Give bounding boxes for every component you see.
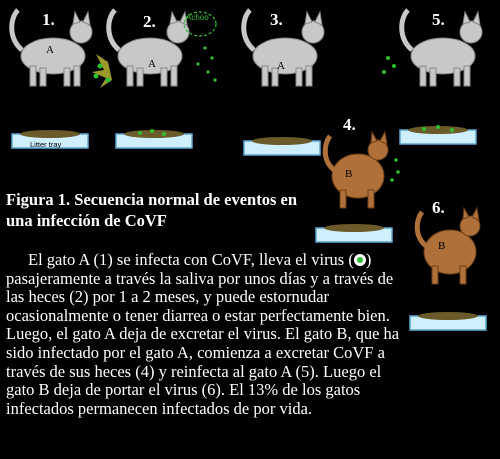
- description-paragraph: [6, 251, 406, 418]
- litter-tray-6: [410, 312, 486, 330]
- cat-label-a-2: A: [148, 58, 156, 70]
- sneeze-cloud: [184, 12, 217, 82]
- figure-caption: Figura 1. Secuencia normal de eventos en una infección de CoVF: [6, 190, 298, 230]
- step-number-6: 6.: [432, 198, 445, 217]
- feces-virus-burst: [92, 54, 112, 88]
- cat-label-a-3: A: [277, 60, 285, 72]
- virus-reinfection-dots: [382, 56, 396, 74]
- description-part-2: ) pasajeramente a través la saliva por unos días y a través de las heces (2) por 1 a 2 meses, y puede estornudar ocasionalmente o tener diarrea o estar perfectamente bien. Luego, el gato A deja de excretar el virus. El gato B, que ha sido infectado por el gato A, comienza a excretar CoVF a través de sus heces (4) y reinfecta al gato A (5). Luego el gato B deja de portar el virus (6). El 13% de los gatos infectados permanecen infectados de por vida.: [6, 250, 400, 418]
- cat-b-step4: [325, 132, 388, 208]
- cat-b-step6: [417, 208, 480, 284]
- cat-label-a-1: A: [46, 44, 54, 56]
- achoo-label: Achoo: [186, 13, 209, 22]
- step-number-2: 2.: [143, 12, 156, 31]
- cat-b-feces-virus: [390, 158, 400, 182]
- litter-tray-label: Litter tray: [30, 140, 62, 149]
- virus-icon: [354, 254, 366, 266]
- step-number-4: 4.: [343, 115, 356, 134]
- cat-label-b-6: B: [438, 240, 446, 252]
- litter-tray-5: [316, 224, 392, 242]
- litter-tray-3: [244, 137, 320, 155]
- step-number-3: 3.: [270, 10, 283, 29]
- step-number-1: 1.: [42, 10, 55, 29]
- litter-tray-2: [116, 130, 192, 148]
- step-number-5: 5.: [432, 10, 445, 29]
- cat-a-step3: [244, 10, 324, 86]
- description-part-1: El gato A (1) se infecta con CoVF, lleva el virus (: [28, 250, 354, 269]
- cat-label-b-4: B: [345, 168, 353, 180]
